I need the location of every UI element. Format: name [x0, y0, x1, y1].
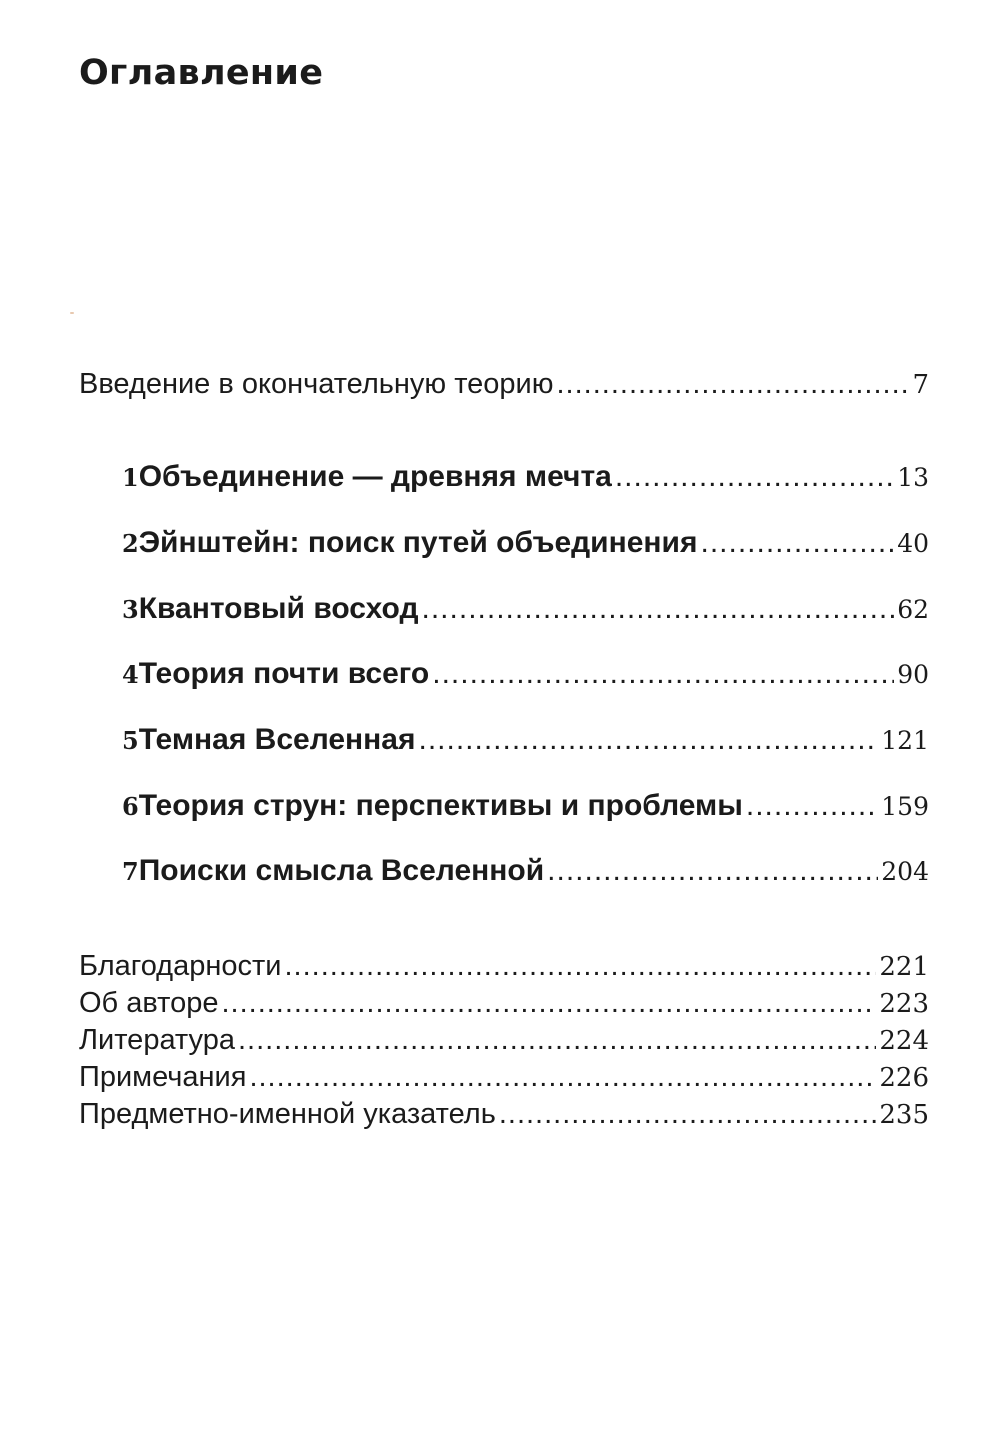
toc-entry-page: 221: [879, 952, 929, 982]
dot-leader: [285, 950, 877, 983]
toc-entry-page: 226: [879, 1063, 929, 1093]
chapter-number: 6: [122, 792, 139, 821]
dot-leader: [418, 723, 878, 757]
chapter-number: 5: [122, 726, 139, 755]
toc-entry-page: 223: [879, 989, 929, 1019]
chapter-number: 7: [122, 857, 139, 886]
chapter-number: 2: [122, 529, 139, 558]
toc-entry-label: Об авторе: [79, 987, 219, 1019]
chapter-page: 159: [881, 792, 929, 821]
chapter-number: 3: [122, 595, 139, 624]
toc-entry-about-author[interactable]: [79, 987, 929, 1020]
toc-entry-page: 224: [879, 1026, 929, 1056]
toc-entry-label: Введение в окончательную теорию: [79, 368, 554, 400]
dot-leader: [422, 592, 895, 626]
toc-entry-chapter-1[interactable]: [79, 460, 929, 494]
dot-leader: [746, 789, 878, 823]
toc-entry-label: Благодарности: [79, 950, 282, 982]
chapter-title: Теория струн: перспективы и проблемы: [138, 789, 743, 822]
toc-entry-intro[interactable]: [79, 368, 929, 401]
dot-leader: [547, 854, 878, 888]
toc-entry-page: 235: [879, 1100, 929, 1130]
paper-speck: [70, 312, 74, 314]
chapter-page: 40: [897, 529, 929, 558]
chapter-number: 1: [122, 463, 139, 492]
toc-entry-chapter-6[interactable]: [79, 789, 929, 823]
toc-entry-acknowledgements[interactable]: [79, 950, 929, 983]
toc-entry-label: Примечания: [79, 1061, 247, 1093]
chapter-page: 13: [897, 463, 929, 492]
dot-leader: [221, 987, 876, 1020]
toc-entry-index[interactable]: [79, 1098, 929, 1131]
chapter-page: 204: [881, 857, 929, 886]
chapter-page: 90: [897, 660, 929, 689]
toc-entry-chapter-4[interactable]: [79, 657, 929, 691]
chapter-title: Поиски смысла Вселенной: [138, 854, 545, 887]
toc-entry-label: Литература: [79, 1024, 235, 1056]
toc-entry-chapter-7[interactable]: [79, 854, 929, 888]
dot-leader: [499, 1098, 877, 1131]
chapter-title: Квантовый восход: [138, 592, 419, 625]
dot-leader: [701, 526, 895, 560]
chapter-number: 4: [122, 660, 139, 689]
chapter-page: 121: [881, 726, 929, 755]
chapter-title: Теория почти всего: [138, 657, 430, 690]
dot-leader: [615, 460, 894, 494]
dot-leader: [432, 657, 894, 691]
chapter-title: Эйнштейн: поиск путей объединения: [138, 526, 698, 559]
toc-entry-chapter-3[interactable]: [79, 592, 929, 626]
toc-entry-label: Предметно-именной указатель: [79, 1098, 496, 1130]
dot-leader: [249, 1061, 876, 1094]
dot-leader: [238, 1024, 876, 1057]
chapter-title: Объединение — древняя мечта: [138, 460, 612, 493]
toc-entry-literature[interactable]: [79, 1024, 929, 1057]
dot-leader: [556, 368, 909, 401]
toc-entry-notes[interactable]: [79, 1061, 929, 1094]
page-title: Оглавление: [79, 53, 324, 93]
chapter-title: Темная Вселенная: [138, 723, 416, 756]
toc-entry-chapter-2[interactable]: [79, 526, 929, 560]
chapter-page: 62: [897, 595, 929, 624]
toc-entry-chapter-5[interactable]: [79, 723, 929, 757]
toc-entry-page: 7: [912, 370, 929, 400]
